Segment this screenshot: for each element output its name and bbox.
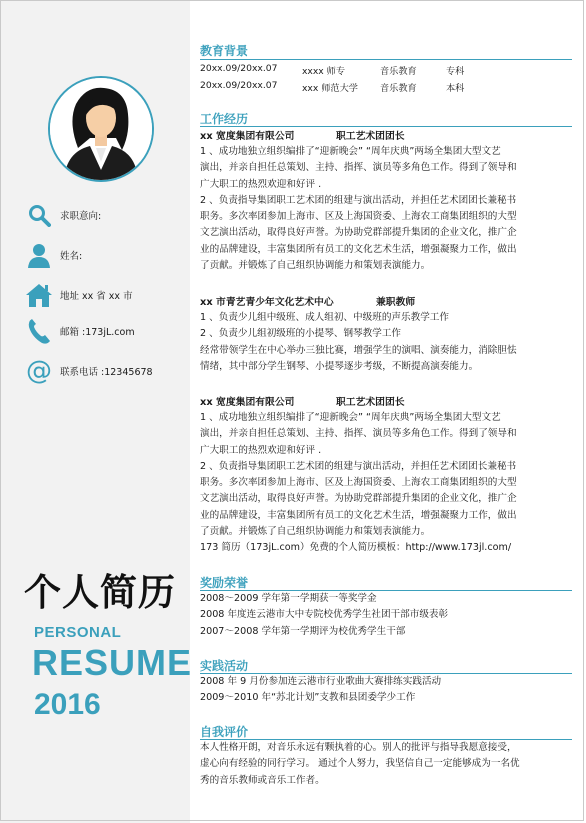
education-degree: 专科 — [446, 66, 465, 77]
info-name-text: 姓名: — [60, 251, 83, 262]
job-description-line: 了贡献。并锻炼了自己组织协调能力和策划表演能力。 — [200, 260, 431, 272]
job-company: xx 宽度集团有限公司 — [200, 397, 295, 408]
job-description-line: 2 、负责指导集团职工艺术团的组建与演出活动，并担任艺术团团长兼秘书 — [200, 460, 517, 472]
self-evaluation — [200, 740, 560, 789]
info-name — [24, 240, 82, 270]
job-description-line: 演出，并亲自担任总策划、主持、指挥、演员等多角色工作。得到了领导和 — [200, 428, 517, 440]
job-role: 职工艺术团团长 — [336, 397, 405, 408]
practice-item: 2008 年 9 月份参加连云港市行业歌曲大赛排练实践活动 — [200, 676, 442, 687]
resume-title-personal: PERSONAL — [34, 624, 122, 641]
info-email — [24, 316, 135, 346]
resume-title-year: 2016 — [34, 688, 101, 721]
job-role: 兼职教师 — [376, 297, 416, 308]
job-description-line: 1 、成功地独立组织编排了“迎新晚会” “周年庆典”两场全集团大型文艺 — [200, 412, 501, 423]
resume-title-cn: 个人简历 — [24, 571, 176, 614]
self-evaluation-line: 本人性格开朗，对音乐永远有颗执着的心。别人的批评与指导我愿意接受， — [200, 742, 517, 753]
info-address-text: 地址 xx 省 xx 市 — [60, 291, 133, 302]
job-description — [200, 144, 560, 274]
svg-text:@: @ — [26, 357, 52, 385]
job-description-line: 广大职工的热烈欢迎和好评 . — [200, 444, 322, 456]
search-icon — [24, 200, 54, 230]
job-role: 职工艺术团团长 — [336, 131, 405, 142]
info-phone — [24, 356, 153, 386]
job-description-line: 文艺演出活动，取得良好声誉。为协助党群部提升集团的企业文化，推广企 — [200, 493, 517, 505]
education-degree: 本科 — [446, 83, 465, 94]
avatar — [48, 76, 154, 182]
job-description-line: 了贡献。并锻炼了自己组织协调能力和策划表演能力。 — [200, 526, 431, 538]
section-divider-work — [200, 126, 572, 127]
section-title-work: 工作经历 — [200, 112, 249, 126]
job-company: xx 宽度集团有限公司 — [200, 131, 295, 142]
job-description — [200, 310, 560, 375]
job-description — [200, 410, 560, 557]
education-date: 20xx.09/20xx.07 — [200, 80, 278, 91]
job-description-line: 演出，并亲自担任总策划、主持、指挥、演员等多角色工作。得到了领导和 — [200, 162, 517, 174]
education-school: xxx 师范大学 — [302, 83, 358, 94]
practice-list — [200, 674, 560, 707]
info-email-text: 邮箱 :173jL.com — [60, 327, 135, 338]
section-title-education: 教育背景 — [200, 44, 249, 58]
job-description-line: 职务。多次率团参加上海市、区及上海国资委、上海农工商集团组织的大型 — [200, 211, 517, 223]
job-company: xx 市青艺青少年文化艺术中心 — [200, 297, 334, 308]
job-description-line: 1 、成功地独立组织编排了“迎新晚会” “周年庆典”两场全集团大型文艺 — [200, 146, 501, 157]
info-phone-text: 联系电话 :12345678 — [60, 367, 153, 378]
education-school: xxxx 师专 — [302, 66, 346, 77]
section-title-awards: 奖励荣誉 — [200, 576, 249, 590]
award-item: 2008～2009 学年第一学期获一等奖学金 — [200, 593, 377, 604]
avatar-portrait-icon — [50, 78, 152, 180]
job-description-line: 广大职工的热烈欢迎和好评 . — [200, 178, 322, 190]
info-job-intent-text: 求职意向: — [60, 211, 102, 222]
practice-item: 2009～2010 年“苏北计划”支教和县团委学少工作 — [200, 692, 416, 704]
job-description-line: 业的品牌建设，丰富集团所有员工的文化艺术生活，增强凝聚力工作，做出 — [200, 243, 517, 255]
section-title-practice: 实践活动 — [200, 659, 249, 673]
awards-list — [200, 591, 560, 640]
phone-icon — [24, 316, 54, 346]
self-evaluation-line: 虚心向有经验的同行学习。 通过个人努力，我坚信自己一定能够成为一名优 — [200, 758, 520, 770]
job-description-line: 文艺演出活动，取得良好声誉。为协助党群部提升集团的企业文化，推广企 — [200, 227, 517, 239]
template-link-line: 173 简历（173jL.com）免费的个人简历模板：http://www.173jl.com/ — [200, 542, 512, 554]
home-icon — [24, 280, 54, 310]
job-description-line: 情绪，其中部分学生钢琴、小提琴逐步考级，不断提高演奏能力。 — [200, 360, 479, 372]
user-icon — [24, 240, 54, 270]
education-major: 音乐教育 — [380, 83, 417, 94]
education-date: 20xx.09/20xx.07 — [200, 63, 278, 74]
job-description-line: 职务。多次率团参加上海市、区及上海国资委、上海农工商集团组织的大型 — [200, 477, 517, 489]
education-major: 音乐教育 — [380, 66, 417, 77]
job-description-line: 1 、负责少儿组中级班、成人组初、中级班的声乐教学工作 — [200, 312, 449, 323]
self-evaluation-line: 秀的音乐教师或音乐工作者。 — [200, 774, 325, 786]
section-divider-education — [200, 59, 572, 60]
at-icon — [24, 356, 54, 386]
award-item: 2007～2008 学年第一学期评为校优秀学生干部 — [200, 625, 406, 637]
award-item: 2008 年度连云港市大中专院校优秀学生社团干部市级表彰 — [200, 609, 449, 621]
job-description-line: 业的品牌建设，丰富集团所有员工的文化艺术生活，增强凝聚力工作，做出 — [200, 509, 517, 521]
section-title-self: 自我评价 — [200, 725, 249, 739]
info-job-intent — [24, 200, 101, 230]
job-description-line: 经常带领学生在中心举办三独比赛，增强学生的演唱、演奏能力，消除胆怯 — [200, 344, 517, 356]
job-description-line: 2 、负责少儿组初级班的小提琴、钢琴教学工作 — [200, 328, 402, 340]
info-address — [24, 280, 133, 310]
resume-title-resume: RESUME — [32, 642, 193, 683]
job-description-line: 2 、负责指导集团职工艺术团的组建与演出活动，并担任艺术团团长兼秘书 — [200, 194, 517, 206]
